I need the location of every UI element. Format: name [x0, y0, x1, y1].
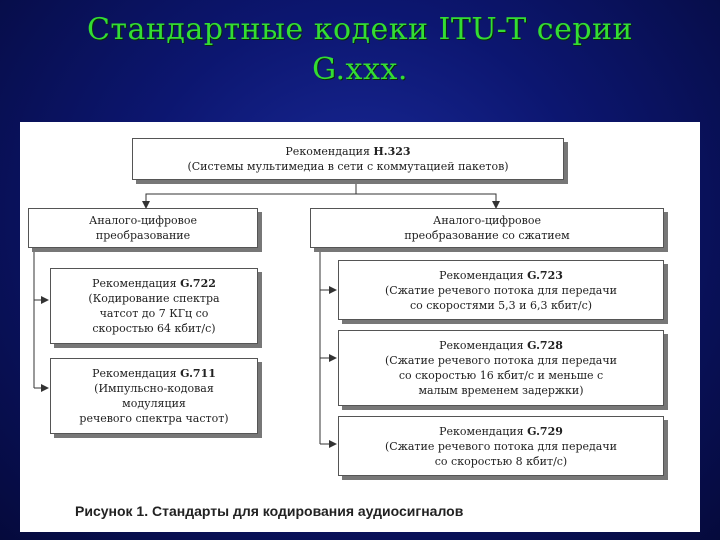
branch-left-line2: преобразование	[95, 229, 191, 242]
g723-label: Рекомендация	[439, 268, 528, 282]
connector-root-branches	[146, 180, 496, 206]
diagram-panel	[20, 122, 700, 532]
g722-label: Рекомендация	[92, 277, 181, 290]
box-g722	[50, 268, 258, 344]
h323-desc: (Системы мультимедиа в сети с коммутацией пакетов)	[187, 160, 509, 173]
g722-code: G.722	[180, 277, 216, 290]
branch-right-line2: преобразование со сжатием	[404, 229, 570, 242]
h323-code: H.323	[373, 145, 411, 158]
g728-line1: (Сжатие речевого потока для передачи	[385, 354, 617, 367]
g728-code: G.728	[527, 339, 563, 352]
box-g711	[50, 358, 258, 434]
g722-line2: чатсот до 7 КГц со	[99, 307, 209, 320]
g711-label: Рекомендация	[92, 367, 181, 380]
box-g728	[338, 330, 664, 406]
h323-label: Рекомендация	[285, 145, 374, 158]
g722-line3: скоростью 64 кбит/с)	[92, 322, 216, 335]
g711-line2: модуляция	[122, 397, 186, 410]
branch-right-line1: Аналого-цифровое	[433, 214, 541, 227]
box-g729	[338, 416, 664, 476]
box-analog-digital-compression	[310, 208, 664, 248]
branch-left-line1: Аналого-цифровое	[89, 214, 197, 227]
box-g723	[338, 260, 664, 320]
box-analog-digital	[28, 208, 258, 248]
g728-line3: малым временем задержки)	[418, 384, 584, 397]
g723-line1: (Сжатие речевого потока для передачи	[385, 283, 617, 297]
g728-line2: со скоростью 16 кбит/с и меньше с	[398, 369, 604, 382]
slide-title	[0, 10, 720, 90]
g729-label: Рекомендация	[439, 424, 528, 438]
box-h323	[132, 138, 564, 180]
g728-label: Рекомендация	[439, 339, 528, 352]
g711-line3: речевого спектра частот)	[79, 412, 229, 425]
slide-title-line-2: G.xxx.	[312, 52, 408, 87]
g711-line1: (Импульсно-кодовая	[94, 382, 214, 395]
g723-line2: со скоростями 5,3 и 6,3 кбит/с)	[409, 298, 593, 312]
g729-line2: со скоростью 8 кбит/с)	[434, 454, 568, 468]
g729-code: G.729	[527, 424, 563, 438]
g729-line1: (Сжатие речевого потока для передачи	[385, 439, 617, 453]
figure-caption: Рисунок 1. Стандарты для кодирования аудиосигналов	[75, 503, 464, 519]
g711-code: G.711	[180, 367, 216, 380]
slide-title-line-1: Стандартные кодеки ITU-T серии	[86, 12, 634, 47]
g722-line1: (Кодирование спектра	[88, 292, 220, 305]
g723-code: G.723	[527, 268, 563, 282]
